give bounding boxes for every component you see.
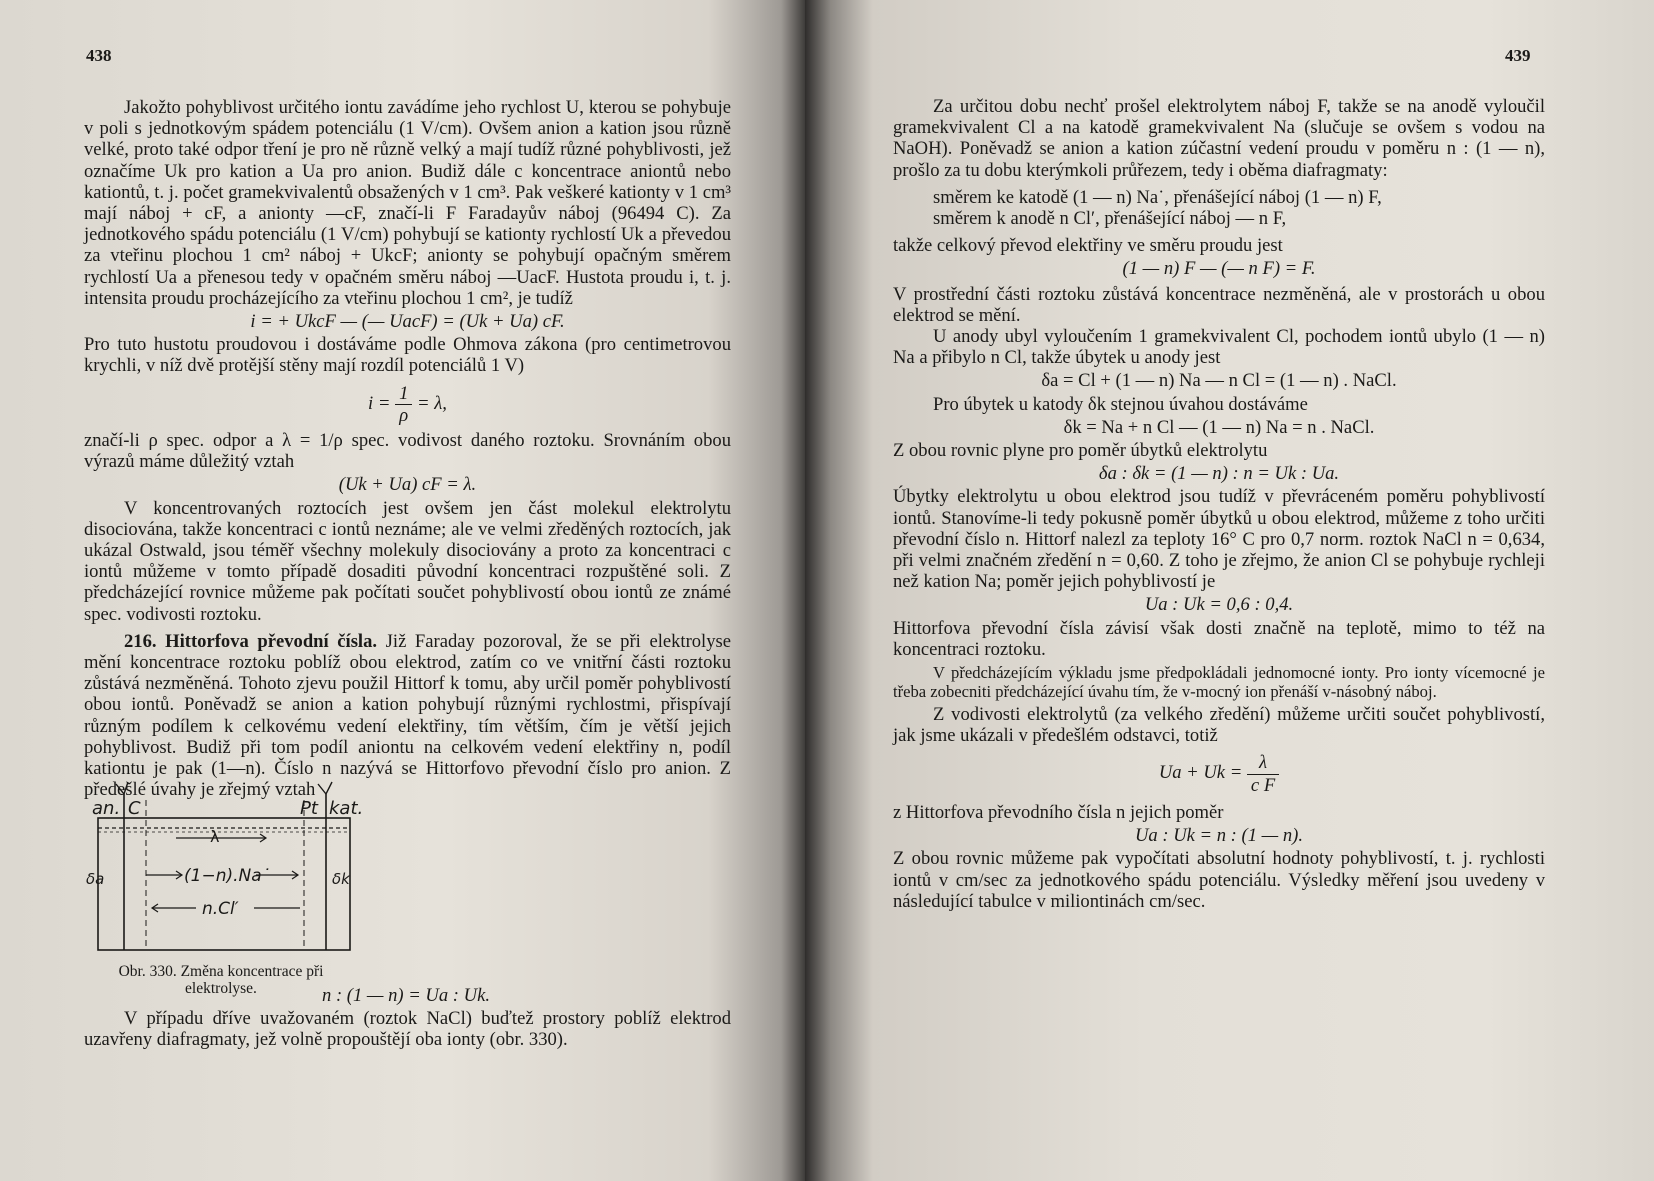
equation-part: = λ,: [417, 392, 447, 414]
paragraph: Pro úbytek u katody δk stejnou úvahou dostáváme: [933, 393, 1308, 415]
paragraph: V případu dříve uvažovaném (roztok NaCl) buďtež prostory poblíž elektrod uzavřeny diafragmaty, jež volně propouštějí oba ionty (obr. 330).: [84, 1008, 731, 1051]
label-cathode-material: Pt: [300, 798, 318, 819]
equation: (Uk + Ua) cF = λ.: [338, 474, 477, 496]
paragraph: Z obou rovnic plyne pro poměr úbytků elektrolytu: [893, 440, 1268, 462]
paragraph: směrem ke katodě (1 — n) Na˙, přenášející náboj (1 — n) F,: [933, 186, 1382, 208]
equation: δa : δk = (1 — n) : n = Uk : Ua.: [1098, 463, 1340, 485]
paragraph: V prostřední části roztoku zůstává koncentrace nezměněná, ale v prostorách u obou elektrod se mění.: [893, 283, 1545, 326]
equation: δk = Na + n Cl — (1 — n) Na = n . NaCl.: [1063, 416, 1375, 438]
label-cl-flow: n.Cl′: [202, 899, 239, 919]
equation-part: Ua + Uk =: [1158, 762, 1243, 784]
paragraph: takže celkový převod elektřiny ve směru proudu jest: [893, 235, 1283, 257]
left-text-column: [84, 97, 731, 801]
paragraph: U anody ubyl vyloučením 1 gramekvivalent Cl, pochodem iontů ubylo (1 — n) Na a přibylo n Cl, takže úbytek u anody jest: [893, 326, 1545, 369]
fraction-denominator: ρ: [399, 404, 409, 426]
paragraph: Z vodivosti elektrolytů (za velkého zředění) můžeme určiti součet pohyblivostí, jak jsme ukázali v předešlém odstavci, totiž: [893, 704, 1545, 747]
paragraph: Z obou rovnic můžeme pak vypočítati absolutní hodnoty pohyblivostí, t. j. rychlosti iontů v cm/sec za jednotkového spádu potenciálu. Výsledky měření jsou uvedeny v následující tabulce v miliontinách cm/sec.: [893, 848, 1545, 912]
equation: δa = Cl + (1 — n) Na — n Cl = (1 — n) . NaCl.: [1041, 370, 1397, 392]
paragraph: V koncentrovaných roztocích jest ovšem jen část molekul elektrolytu disociována, takže koncentraci c iontů neznáme; ale ve velmi zředěných roztocích, jak ukázal Ostwald, jsou téměř všechny molekuly disociovány a proto za koncentraci c iontů můžeme v tomto případě dosaditi původní koncentraci rozpuštěné soli. Z předcházející rovnice můžeme pak počítati součet pohyblivostí obou iontů ze známé spec. vodivosti roztoku.: [84, 497, 731, 625]
fraction-numerator: λ: [1247, 752, 1279, 774]
equation-part: i =: [368, 392, 391, 414]
fraction-numerator: 1: [395, 383, 412, 405]
equation: n : (1 — n) = Ua : Uk.: [322, 985, 490, 1006]
figure-caption: Obr. 330. Změna koncentrace při elektrolyse.: [118, 963, 324, 997]
label-delta-k: δk: [332, 870, 350, 888]
label-na-flow: (1−n).Na˙: [184, 866, 271, 886]
fraction: [395, 383, 412, 426]
fraction-denominator: c F: [1250, 774, 1276, 796]
left-page: [0, 0, 805, 1181]
label-anode-material: C: [128, 798, 141, 819]
paragraph: Jakožto pohyblivost určitého iontu zavádíme jeho rychlost U, kterou se pohybuje v poli s jednotkovým spádem potenciálu (1 V/cm). Ovšem anion a kation jsou různě velké, proto také odpor tření je pro ně různě velký a mají tudíž různé pohyblivosti, jež označíme Uk pro kation a Ua pro anion. Budiž dále c koncentrace aniontů nebo kationtů, t. j. počet gramekvivalentů obsažených v 1 cm³. Pak veškeré kationty v 1 cm³ mají náboj + cF, a anionty —cF, značí-li F Faradayův náboj (96494 C). Za jednotkového spádu potenciálu (1 V/cm) pohybují se kationty rychlostí Uk a převedou za vteřinu plochou 1 cm² náboj + UkcF; anionty se pohybují opačným směrem rychlostí Ua a přenesou tedy v opačném směru náboj —UacF. Hustota proudu i, t. j. intensita proudu procházejícího za vteřinu plochou 1 cm², je tudíž: [84, 97, 731, 309]
equation-sum: [893, 752, 1545, 795]
paragraph-small: V předcházejícím výkladu jsme předpokládali jednomocné ionty. Pro ionty vícemocné je třeba zobecniti předcházející úvahu tím, že v-mocný ion přenáší v-násobný náboj.: [893, 663, 1545, 702]
equation: Ua : Uk = 0,6 : 0,4.: [1144, 594, 1294, 616]
section-title: Hittorfova převodní čísla.: [165, 630, 378, 652]
right-page: [805, 0, 1654, 1181]
label-delta-a: δa: [86, 870, 105, 888]
equation: Ua : Uk = n : (1 — n).: [1135, 825, 1303, 847]
paragraph: Úbytky elektrolytu u obou elektrod jsou tudíž v převráceném poměru pohyblivostí iontů. Stanovíme-li tedy pokusně poměr úbytků u obou elektrod, můžeme z toho určiti převodní číslo n. Hittorf nalezl za teploty 16° C pro 0,7 norm. roztok NaCl n = 0,634, při velmi značném zředění n = 0,60. Z toho je zřejmo, že anion Cl se pohybuje rychleji než kation Na; poměr jejich pohyblivostí je: [893, 486, 1545, 593]
left-text-bottom: [84, 983, 731, 1051]
label-cathode: kat.: [329, 798, 364, 819]
page-number: 438: [86, 46, 112, 65]
equation: (1 — n) F — (— n F) = F.: [1122, 258, 1316, 280]
figure-330: [86, 780, 364, 997]
equation: i = + UkcF — (— UacF) = (Uk + Ua) cF.: [250, 311, 565, 333]
label-lambda: λ: [210, 827, 220, 846]
paragraph: Za určitou dobu nechť prošel elektrolytem náboj F, takže se na anodě vyloučil gramekvivalent Cl a na katodě gramekvivalent Na (slučuje se ovšem s vodou na NaOH). Poněvadž se anion a kation zúčastní vedení proudu v poměru n : (1 — n), prošlo za tu dobu kterýmkoli průřezem, tedy i oběma diafragmaty:: [893, 96, 1545, 181]
page-number: 439: [1505, 46, 1531, 65]
right-text-column: [893, 96, 1545, 912]
paragraph: z Hittorfova převodního čísla n jejich poměr: [893, 801, 1224, 823]
paragraph: směrem k anodě n Cl′, přenášející náboj — n F,: [933, 208, 1287, 230]
electrolysis-diagram: [86, 780, 364, 956]
fraction: [1247, 752, 1279, 795]
paragraph: Pro tuto hustotu proudovou i dostáváme podle Ohmova zákona (pro centimetrovou krychli, v níž dvě protější stěny mají rozdíl potenciálů 1 V): [84, 334, 731, 377]
left-text-column-wrap: [356, 733, 731, 985]
equation-ohm: [84, 383, 731, 426]
section-number: 216.: [124, 630, 157, 652]
label-anode: an.: [92, 798, 121, 819]
paragraph-text: Již Faraday pozoroval, že se při elektrolyse mění koncentrace roztoku poblíž obou elektrod, zatím co ve vnitřní části roztoku zůstává nezměněná. Tohoto zjevu použil Hittorf k tomu, aby určil poměr pohyblivostí obou iontů. Poněvadž se anion a kation pohybují různými rychlostmi, přispívají různým podílem k celkovému vedení elektřiny, tím větším, čím je větší jejich pohyblivost. Budiž při tom podíl aniontu na celkovém vedení elektřiny n, podíl kationtu je pak (1—n). Číslo n nazývá se Hittorfovo převodní číslo pro anion. Z předešlé úvahy je zřejmý vztah: [84, 630, 732, 801]
paragraph: Hittorfova převodní čísla závisí však dosti značně na teplotě, mimo to též na koncentraci roztoku.: [893, 617, 1545, 660]
paragraph: značí-li ρ spec. odpor a λ = 1/ρ spec. vodivost daného roztoku. Srovnáním obou výrazů máme důležitý vztah: [84, 430, 731, 473]
paragraph-continued: [356, 733, 731, 985]
